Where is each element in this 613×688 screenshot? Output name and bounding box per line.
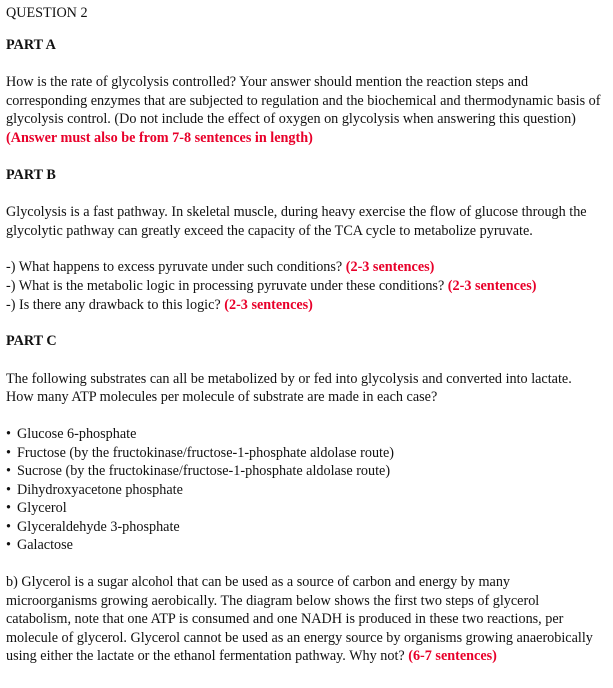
substrate-label: Fructose (by the fructokinase/fructose-1-phosphate aldolase route) bbox=[17, 444, 395, 461]
part-a-body bbox=[6, 73, 601, 147]
bullet-icon: • bbox=[6, 425, 11, 442]
bullet-icon: • bbox=[6, 518, 11, 535]
part-c-b-text: b) Glycerol is a sugar alcohol that can be used as a source of carbon and energy by many microorganisms growing aerobically. The diagram below shows the first two steps of glycerol catabolism, note that one ATP is consumed and one NADH is produced in these two reactions, per molecule of glycerol. Glycerol cannot be used as an energy source by organisms growing anaerobically using either the lactate or the ethanol fermentation pathway. Why not? bbox=[6, 574, 593, 665]
question-title: QUESTION 2 bbox=[6, 5, 88, 21]
part-a-heading: PART A bbox=[6, 36, 56, 53]
bullet-icon: • bbox=[6, 500, 11, 517]
part-b-body: Glycolysis is a fast pathway. In skeletal muscle, during heavy exercise the flow of glucose through the glycolytic pathway can greatly exceed the capacity of the TCA cycle to metabolize pyruvate. bbox=[6, 204, 587, 239]
part-c-heading: PART C bbox=[6, 333, 57, 350]
part-b-question-requirement: (2-3 sentences) bbox=[224, 296, 313, 313]
part-b-question-requirement: (2-3 sentences) bbox=[345, 259, 435, 276]
part-b-question-requirement: (2-3 sentences) bbox=[447, 277, 537, 294]
part-b-question bbox=[6, 296, 601, 315]
list-item bbox=[6, 462, 601, 481]
part-b-heading: PART B bbox=[6, 166, 56, 183]
bullet-icon: • bbox=[6, 463, 11, 480]
part-b-section bbox=[6, 166, 601, 315]
part-b-question bbox=[6, 258, 601, 277]
substrate-list bbox=[6, 425, 601, 555]
substrate-label: Sucrose (by the fructokinase/fructose-1-phosphate aldolase route) bbox=[17, 463, 391, 480]
part-c-b-requirement: (6-7 sentences) bbox=[408, 648, 497, 665]
part-a-body-text: How is the rate of glycolysis controlled? Your answer should mention the reaction steps and corresponding enzymes that are subjected to regulation and the biochemical and thermodynamic basis of glycolysis control. (Do not include the effect of oxygen on glycolysis when answering this question) bbox=[6, 74, 601, 128]
substrate-label: Glucose 6-phosphate bbox=[17, 425, 137, 442]
substrate-label: Glycerol bbox=[17, 500, 67, 517]
part-b-question bbox=[6, 277, 601, 296]
bullet-icon: • bbox=[6, 481, 11, 498]
part-b-question-text: -) Is there any drawback to this logic? bbox=[6, 296, 225, 313]
bullet-icon: • bbox=[6, 537, 11, 554]
part-a-requirement: (Answer must also be from 7-8 sentences in length) bbox=[6, 129, 313, 146]
substrate-label: Glyceraldehyde 3-phosphate bbox=[17, 518, 180, 535]
substrate-label: Galactose bbox=[17, 537, 73, 554]
list-item bbox=[6, 518, 601, 537]
part-c-b-body bbox=[6, 573, 601, 666]
part-c-section bbox=[6, 332, 601, 666]
list-item bbox=[6, 425, 601, 444]
part-c-intro: The following substrates can all be metabolized by or fed into glycolysis and converted into lactate. How many ATP molecules per molecule of substrate are made in each case? bbox=[6, 370, 572, 406]
bullet-icon: • bbox=[6, 444, 11, 461]
list-item bbox=[6, 444, 601, 463]
substrate-label: Dihydroxyacetone phosphate bbox=[17, 481, 183, 498]
part-a-section bbox=[6, 36, 601, 148]
list-item bbox=[6, 499, 601, 518]
part-b-question-list bbox=[6, 258, 601, 314]
list-item bbox=[6, 481, 601, 500]
part-b-question-text: -) What happens to excess pyruvate under such conditions? bbox=[6, 259, 346, 276]
part-b-question-text: -) What is the metabolic logic in processing pyruvate under these conditions? bbox=[6, 277, 448, 294]
list-item bbox=[6, 536, 601, 555]
